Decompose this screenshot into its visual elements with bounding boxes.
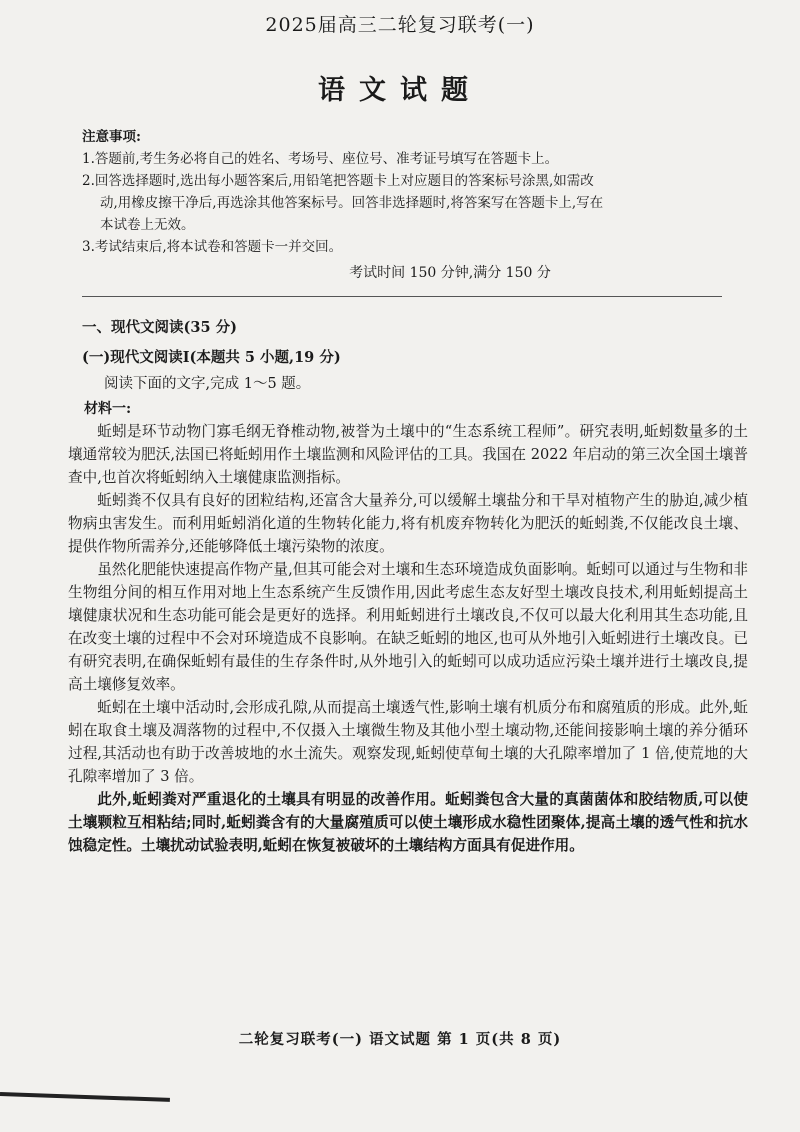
- notice-item: 本试卷上无效。: [100, 217, 195, 233]
- scan-edge-mark: [0, 1092, 170, 1102]
- page-title: 语文试题: [318, 75, 482, 106]
- exam-name: 2025届高三二轮复习联考(一): [265, 14, 535, 36]
- notice-item: 动,用橡皮擦干净后,再选涂其他答案标号。回答非选择题时,将答案写在答题卡上,写在: [100, 195, 604, 211]
- divider: [82, 296, 722, 297]
- paragraph: 此外,蚯蚓粪对严重退化的土壤具有明显的改善作用。蚯蚓粪包含大量的真菌菌体和胶结物质,可以使土壤颗粒互相粘结;同时,蚯蚓粪含有的大量腐殖质可以使土壤形成水稳性团聚体,提高土壤的透气性和抗水蚀稳定性。土壤扰动试验表明,蚯蚓在恢复被破坏的土壤结构方面具有促进作用。: [68, 791, 748, 854]
- paragraph: 虽然化肥能快速提高作物产量,但其可能会对土壤和生态环境造成负面影响。蚯蚓可以通过与生物和非生物组分间的相互作用对地上生态系统产生反馈作用,因此考虑生态友好型土壤改良技术,利用蚯蚓提高土壤健康状况和生态功能可能会是更好的选择。利用蚯蚓进行土壤改良,不仅可以最大化利用其生态功能,且在改变土壤的过程中不会对环境造成不良影响。在缺乏蚯蚓的地区,也可从外地引入蚯蚓进行土壤改良。已有研究表明,在确保蚯蚓有最佳的生存条件时,从外地引入的蚯蚓可以成功适应污染土壤并进行土壤改良,提高土壤修复效率。: [68, 561, 748, 693]
- section-subtitle: (一)现代文阅读Ⅰ(本题共 5 小题,19 分): [82, 349, 341, 366]
- paragraph: 蚯蚓粪不仅具有良好的团粒结构,还富含大量养分,可以缓解土壤盐分和干旱对植物产生的胁迫,减少植物病虫害发生。而利用蚯蚓消化道的生物转化能力,将有机废弃物转化为肥沃的蚯蚓粪,不仅能改良土壤、提供作物所需养分,还能够降低土壤污染物的浓度。: [68, 492, 748, 555]
- notice-item: 1.答题前,考生务必将自己的姓名、考场号、座位号、准考证号填写在答题卡上。: [82, 151, 559, 167]
- material-label: 材料一:: [84, 401, 132, 417]
- notice-item: 2.回答选择题时,选出每小题答案后,用铅笔把答题卡上对应题目的答案标号涂黑,如需改: [82, 173, 594, 189]
- paragraph: 蚯蚓是环节动物门寡毛纲无脊椎动物,被誉为土壤中的“生态系统工程师”。研究表明,蚯蚓数量多的土壤通常较为肥沃,法国已将蚯蚓用作土壤监测和风险评估的工具。我国在 2022 年启动的第三次全国土壤普查中,也首次将蚯蚓纳入土壤健康监测指标。: [68, 423, 748, 486]
- notice-heading: 注意事项:: [82, 129, 141, 145]
- page-footer: 二轮复习联考(一) 语文试题 第 1 页(共 8 页): [238, 1031, 562, 1048]
- notice-block: [82, 126, 742, 258]
- paragraph: 蚯蚓在土壤中活动时,会形成孔隙,从而提高土壤透气性,影响土壤有机质分布和腐殖质的形成。此外,蚯蚓在取食土壤及凋落物的过程中,不仅摄入土壤微生物及其他小型土壤动物,还能间接影响土壤的养分循环过程,其活动也有助于改善坡地的水土流失。观察发现,蚯蚓使草甸土壤的大孔隙率增加了 1 倍,使荒地的大孔隙率增加了 3 倍。: [68, 699, 748, 785]
- notice-item: 3.考试结束后,将本试卷和答题卡一并交回。: [82, 239, 343, 255]
- time-score: 考试时间 150 分钟,满分 150 分: [349, 265, 551, 281]
- section-instruction: 阅读下面的文字,完成 1～5 题。: [104, 376, 311, 392]
- section-title: 一、现代文阅读(35 分): [82, 319, 237, 336]
- reading-passage: [68, 420, 748, 857]
